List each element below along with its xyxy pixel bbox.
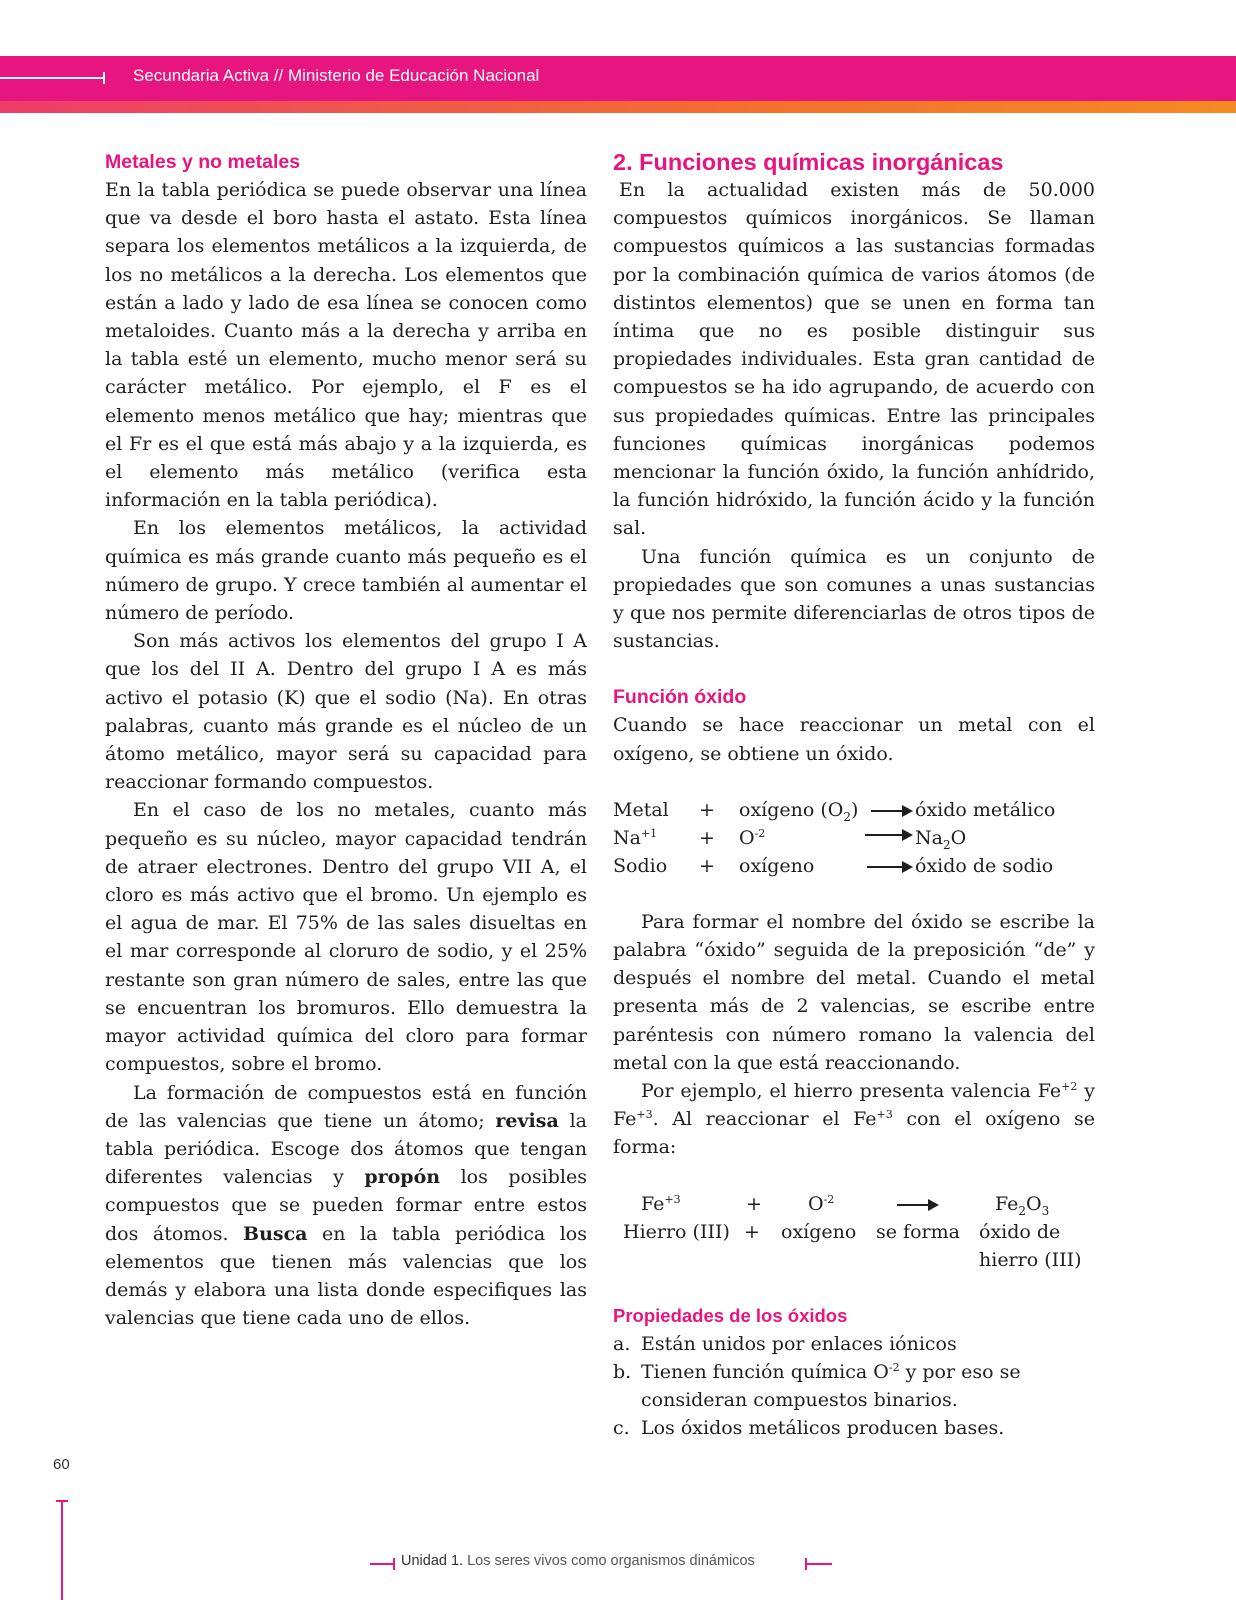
text-span: O xyxy=(739,826,755,849)
paragraph: Una función química es un conjunto de propiedades que son comunes a unas sustancias y que nos permite diferenciarlas de otros tipos de sustancias. xyxy=(613,545,1095,653)
equation-term: Metal xyxy=(613,798,669,821)
text-span: O xyxy=(950,826,967,849)
equation-term: óxido de sodio xyxy=(915,854,1054,877)
header-bar xyxy=(0,56,1236,101)
list-item xyxy=(613,1358,1095,1414)
paragraph: Para formar el nombre del óxido se escribe la palabra “óxido” seguida de la preposición “de” y después el nombre del metal. Cuando el metal presenta más de 2 valencias, se escribe entre paréntesis con número romano la valencia del metal con la que está reaccionando. xyxy=(613,910,1095,1074)
equation-term xyxy=(739,796,858,824)
iron-oxide-equation xyxy=(613,1190,1095,1274)
equation-term: oxígeno xyxy=(739,854,815,877)
list-item xyxy=(613,1414,1095,1442)
footer-line-decoration xyxy=(370,1563,394,1565)
footer-unit-title xyxy=(401,1553,755,1569)
paragraph: En la tabla periódica se puede observar una línea que va desde el boro hasta el astato. Esta línea separa los elementos metálicos a la izquierda, de los no metálicos a la derecha. Los elementos que están a lado y lado de esa línea se conocen como metaloides. Cuanto más a la derecha y arriba en la tabla esté un elemento, mucho menor será su carácter metálico. Por ejemplo, el F es el elemento menos metálico que hay; mientras que el Fr es el que está más abajo y a la izquierda, es el elemento más metálico (verifica esta información en la tabla periódica). xyxy=(105,179,587,512)
subscript: 2 xyxy=(843,809,851,824)
header-tick-decoration xyxy=(103,72,105,84)
text-span: oxígeno (O xyxy=(739,798,844,821)
heading-metales: Metales y no metales xyxy=(105,151,301,173)
equation-term xyxy=(641,1190,681,1218)
footer xyxy=(0,1553,1236,1573)
equation-term: se forma xyxy=(876,1220,960,1243)
arrow-icon xyxy=(867,866,911,868)
paragraph: En los elementos metálicos, la actividad química es más grande cuanto más pequeño es el número de grupo. Y crece también al aumentar el número de período. xyxy=(105,517,587,625)
equation-term: hierro (III) xyxy=(979,1248,1082,1271)
heading-funcion-oxido: Función óxido xyxy=(613,686,747,709)
equation-term: oxígeno xyxy=(781,1220,857,1243)
subscript: 3 xyxy=(1041,1203,1050,1218)
properties-list xyxy=(613,1330,1095,1442)
heading-funciones: 2. Funciones químicas inorgánicas xyxy=(613,149,1004,175)
text-span: Na xyxy=(613,826,641,849)
plus-sign: + xyxy=(699,826,715,849)
equation-row xyxy=(613,824,1095,852)
superscript: +3 xyxy=(664,1192,681,1206)
text-span: . Al reaccionar el Fe xyxy=(652,1108,877,1131)
text-span: La formación de compuestos está en función de las valencias que tiene un átomo; xyxy=(105,1081,587,1132)
equation-term: óxido de xyxy=(979,1220,1061,1243)
text-span: Tienen función química O xyxy=(641,1360,889,1383)
equation-row xyxy=(613,796,1095,824)
paragraph: En el caso de los no metales, cuanto más pequeño es su núcleo, mayor capacidad tendrán de atraer electrones. Dentro del grupo VII A, el cloro es más activo que el bromo. Un ejemplo es el agua de mar. El 75% de las sales disueltas en el mar corresponde al cloruro de sodio, y el 25% restante son gran número de sales, entre las que se encuentran los bromuros. Ello demuestra la mayor actividad química del cloro para formar compuestos, sobre el bromo. xyxy=(105,799,587,1076)
list-item xyxy=(613,1330,1095,1358)
equation-term xyxy=(613,824,657,852)
list-letter: b. xyxy=(613,1360,632,1383)
text-span: Los óxidos metálicos producen bases. xyxy=(641,1416,1005,1439)
equation-term xyxy=(995,1190,1049,1218)
equation-term: Sodio xyxy=(613,854,668,877)
text-span: Por ejemplo, el hierro presenta valencia Fe xyxy=(641,1080,1062,1103)
superscript: +3 xyxy=(876,1108,893,1122)
text-span: en la tabla periódica los elementos que tienen más valencias que los demás y elabora una lista donde especifiques las valencias que tiene cada uno de ellos. xyxy=(105,1222,587,1330)
paragraph-example xyxy=(613,1077,1095,1162)
bold-verb: Busca xyxy=(243,1222,308,1245)
superscript: -2 xyxy=(888,1360,900,1374)
paragraph: En la actualidad existen más de 50.000 compuestos químicos inorgánicos. Se llaman compuestos químicos a las sustancias formadas por la combinación química de varios átomos (de distintos elementos) que se unen en forma tan íntima que no es posible distinguir sus propiedades individuales. Esta gran cantidad de compuestos se ha ido agrupando, de acuerdo con sus propiedades químicas. Entre las principales funciones químicas inorgánicas podemos mencionar la función óxido, la función anhídrido, la función hidróxido, la función ácido y la función sal. xyxy=(613,179,1095,540)
subscript: 2 xyxy=(1018,1203,1027,1218)
plus-sign: + xyxy=(699,854,715,877)
text-span: y por eso se consideran compuestos binarios. xyxy=(641,1360,1021,1411)
left-column xyxy=(105,148,587,1332)
paragraph-activity xyxy=(105,1079,587,1333)
superscript: +3 xyxy=(636,1108,653,1122)
list-letter: a. xyxy=(613,1332,631,1355)
arrow-icon xyxy=(897,1204,937,1206)
text-span: ) xyxy=(850,798,859,821)
margin-line-decoration xyxy=(61,1500,63,1600)
text-span: O xyxy=(808,1192,824,1215)
equation-term xyxy=(739,824,765,852)
list-letter: c. xyxy=(613,1416,630,1439)
oxide-equation xyxy=(613,796,1095,880)
page-number: 60 xyxy=(53,1456,70,1473)
text-span: los posibles compuestos que se pueden formar entre estos dos átomos. xyxy=(105,1166,587,1245)
header-stripe xyxy=(0,101,1236,113)
superscript: -2 xyxy=(823,1192,835,1206)
superscript: -2 xyxy=(754,826,766,840)
plus-sign: + xyxy=(746,1192,762,1215)
superscript: +1 xyxy=(640,826,658,840)
footer-tick-decoration xyxy=(393,1558,395,1570)
heading-propiedades: Propiedades de los óxidos xyxy=(613,1304,848,1326)
text-span: Na xyxy=(915,826,943,849)
equation-row xyxy=(613,852,1095,880)
right-column xyxy=(613,148,1095,1442)
margin-tick-decoration xyxy=(56,1500,68,1502)
unit-label: Unidad 1. xyxy=(401,1553,464,1569)
bold-verb: revisa xyxy=(495,1109,559,1132)
text-span: con el oxígeno se forma: xyxy=(613,1108,1095,1159)
paragraph: Son más activos los elementos del grupo I A que los del II A. Dentro del grupo I A es más activo el potasio (K) que el sodio (Na). En otras palabras, cuanto más grande es el núcleo de un átomo metálico, mayor será su capacidad para reaccionar formando compuestos. xyxy=(105,630,587,794)
bold-verb: propón xyxy=(364,1166,441,1189)
header-line-decoration xyxy=(0,77,104,79)
footer-line-decoration xyxy=(806,1563,832,1565)
text-span: Los seres vivos como organismos dinámicos xyxy=(463,1553,755,1569)
text-span: la tabla periódica. Escoge dos átomos que tengan diferentes valencias y xyxy=(105,1109,587,1189)
plus-sign: + xyxy=(699,798,715,821)
text-span: O xyxy=(1026,1192,1042,1215)
arrow-icon xyxy=(865,834,911,836)
plus-sign: + xyxy=(744,1220,760,1243)
paragraph: Cuando se hace reaccionar un metal con el oxígeno, se obtiene un óxido. xyxy=(613,714,1095,765)
text-span: Fe xyxy=(995,1192,1019,1215)
text-span: y Fe xyxy=(613,1080,1095,1131)
header-title: Secundaria Activa // Ministerio de Educación Nacional xyxy=(133,66,540,85)
text-span: Están unidos por enlaces iónicos xyxy=(641,1332,957,1355)
equation-term xyxy=(808,1190,834,1218)
superscript: +2 xyxy=(1061,1080,1078,1094)
equation-term xyxy=(915,824,966,852)
equation-term: óxido metálico xyxy=(915,798,1056,821)
text-span: Fe xyxy=(641,1192,665,1215)
equation-term: Hierro (III) xyxy=(623,1220,730,1243)
subscript: 2 xyxy=(942,837,951,852)
arrow-icon xyxy=(871,810,911,812)
